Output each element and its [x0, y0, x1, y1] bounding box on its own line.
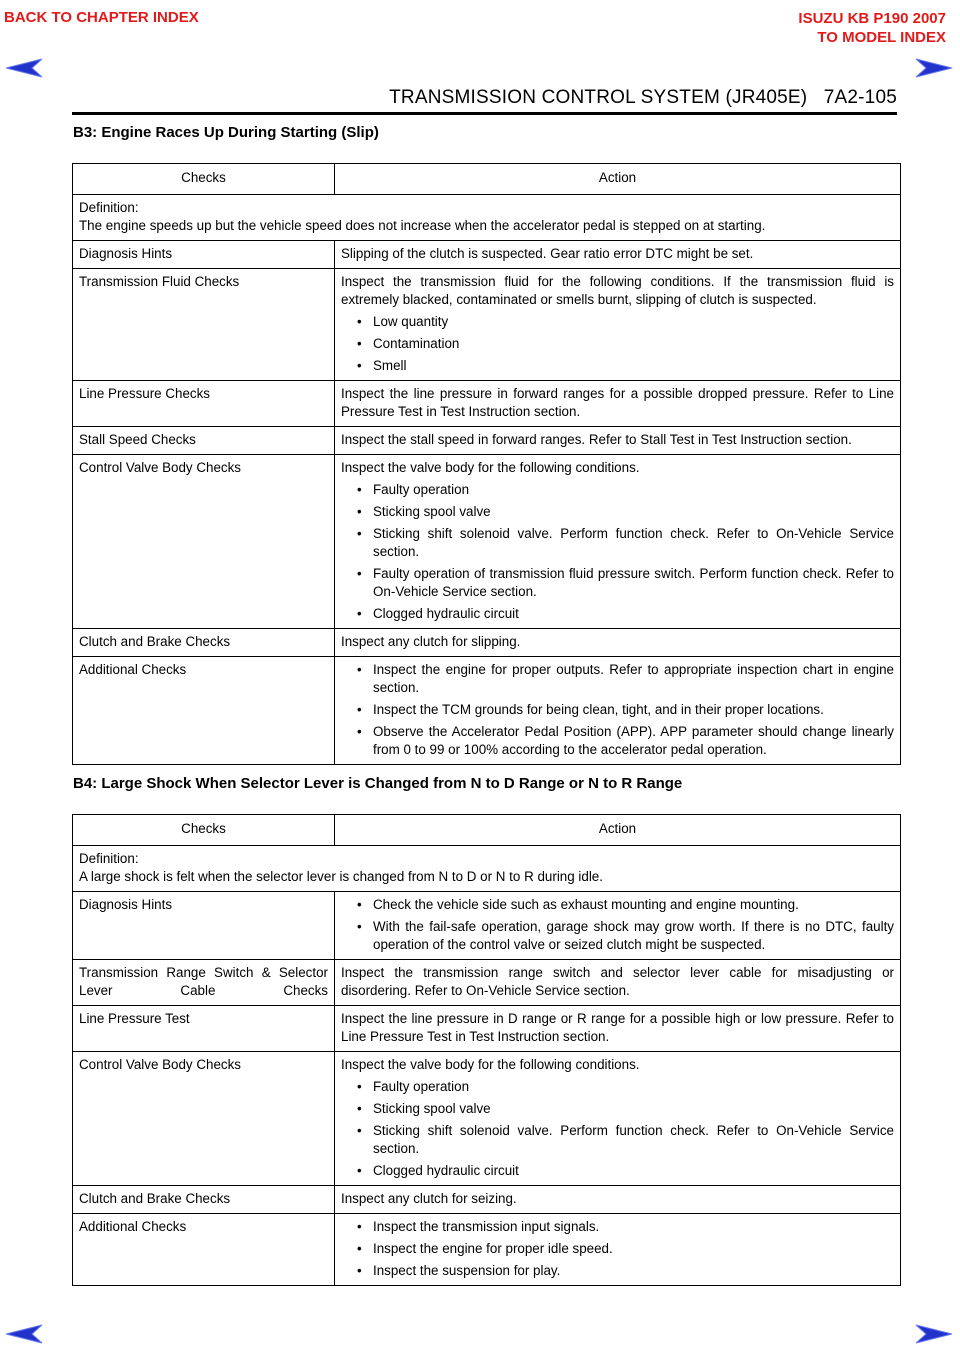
table-row: [73, 381, 901, 427]
action-text: Inspect the stall speed in forward ranges. Refer to Stall Test in Test Instruction section.: [341, 432, 852, 447]
definition-cell: [73, 846, 901, 892]
action-cell: [335, 960, 901, 1006]
table-row: [73, 657, 901, 765]
table-row: [73, 960, 901, 1006]
page-header-title: TRANSMISSION CONTROL SYSTEM (JR405E) 7A2-105: [389, 87, 897, 108]
definition-cell: [73, 195, 901, 241]
model-title-link[interactable]: ISUZU KB P190 2007: [798, 10, 946, 27]
to-model-index-link[interactable]: TO MODEL INDEX: [817, 29, 946, 46]
action-cell: [335, 657, 901, 765]
list-item: • Low quantity: [341, 313, 894, 331]
list-item: • Sticking shift solenoid valve. Perform function check. Refer to On-Vehicle Service section.: [341, 1122, 894, 1158]
list-item: • Sticking shift solenoid valve. Perform function check. Refer to On-Vehicle Service section.: [341, 525, 894, 561]
next-page-arrow-icon[interactable]: [914, 56, 954, 80]
list-item: • Faulty operation: [341, 481, 894, 499]
check-cell: Clutch and Brake Checks: [73, 629, 335, 657]
col-checks-header: Checks: [73, 815, 335, 846]
check-cell: Control Valve Body Checks: [73, 1052, 335, 1186]
action-text: Inspect any clutch for seizing.: [341, 1191, 517, 1206]
action-cell: [335, 629, 901, 657]
b3-section-title: B3: Engine Races Up During Starting (Slip): [73, 124, 379, 141]
check-cell: Additional Checks: [73, 1214, 335, 1286]
definition-text: A large shock is felt when the selector lever is changed from N to D or N to R during idle.: [79, 869, 603, 884]
list-item: • Smell: [341, 357, 894, 375]
definition-label: Definition:: [79, 851, 139, 866]
list-item: • Inspect the engine for proper idle speed.: [341, 1240, 894, 1258]
action-cell: [335, 241, 901, 269]
definition-row: [73, 846, 901, 892]
check-cell: Transmission Fluid Checks: [73, 269, 335, 381]
check-cell: Control Valve Body Checks: [73, 455, 335, 629]
check-cell: Clutch and Brake Checks: [73, 1186, 335, 1214]
action-text: Inspect the line pressure in forward ranges for a possible dropped pressure. Refer to Line Pressure Test in Test Instruction section.: [341, 386, 894, 419]
list-item: • Sticking spool valve: [341, 503, 894, 521]
action-text: Inspect the transmission fluid for the following conditions. If the transmission fluid is extremely blacked, contaminated or smells burnt, slipping of clutch is suspected.: [341, 274, 894, 307]
previous-page-bottom-arrow-icon[interactable]: [4, 1322, 44, 1346]
table-row: [73, 629, 901, 657]
check-cell: Transmission Range Switch & Selector Lever Cable Checks: [73, 960, 335, 1006]
action-cell: [335, 1214, 901, 1286]
action-text: Inspect the valve body for the following conditions.: [341, 460, 640, 475]
action-cell: [335, 1052, 901, 1186]
action-text: Inspect the transmission range switch and selector lever cable for misadjusting or disordering. Refer to On-Vehicle Service section.: [341, 965, 894, 998]
check-cell: Stall Speed Checks: [73, 427, 335, 455]
table-row: [73, 427, 901, 455]
action-text: Inspect the valve body for the following conditions.: [341, 1057, 640, 1072]
action-cell: [335, 1186, 901, 1214]
list-item: • Clogged hydraulic circuit: [341, 1162, 894, 1180]
list-item: • Faulty operation of transmission fluid pressure switch. Perform function check. Refer to On-Vehicle Service section.: [341, 565, 894, 601]
list-item: • Inspect the engine for proper outputs. Refer to appropriate inspection chart in engine section.: [341, 661, 894, 697]
list-item: • Contamination: [341, 335, 894, 353]
b4-checks-table: [72, 814, 901, 1286]
model-index-block[interactable]: [798, 9, 946, 47]
table-row: [73, 241, 901, 269]
list-item: • Clogged hydraulic circuit: [341, 605, 894, 623]
definition-row: [73, 195, 901, 241]
table-row: [73, 1214, 901, 1286]
check-cell: Line Pressure Test: [73, 1006, 335, 1052]
list-item: • Check the vehicle side such as exhaust mounting and engine mounting.: [341, 896, 894, 914]
next-page-bottom-arrow-icon[interactable]: [914, 1322, 954, 1346]
action-cell: [335, 455, 901, 629]
back-to-chapter-index-link[interactable]: BACK TO CHAPTER INDEX: [4, 9, 199, 26]
action-text: Inspect any clutch for slipping.: [341, 634, 521, 649]
action-cell: [335, 381, 901, 427]
b4-section-title: B4: Large Shock When Selector Lever is Changed from N to D Range or N to R Range: [73, 775, 683, 792]
check-cell: Additional Checks: [73, 657, 335, 765]
list-item: • Inspect the transmission input signals.: [341, 1218, 894, 1236]
definition-text: The engine speeds up but the vehicle speed does not increase when the accelerator pedal is stepped on at starting.: [79, 218, 766, 233]
col-action-header: Action: [335, 164, 901, 195]
action-cell: [335, 427, 901, 455]
action-cell: [335, 269, 901, 381]
list-item: • Inspect the TCM grounds for being clean, tight, and in their proper locations.: [341, 701, 894, 719]
check-cell: Diagnosis Hints: [73, 892, 335, 960]
action-text: Inspect the line pressure in D range or R range for a possible high or low pressure. Refer to Line Pressure Test in Test Instruction section.: [341, 1011, 894, 1044]
action-text: Slipping of the clutch is suspected. Gear ratio error DTC might be set.: [341, 246, 754, 261]
table-header-row: [73, 815, 901, 846]
check-cell: Line Pressure Checks: [73, 381, 335, 427]
list-item: • Inspect the suspension for play.: [341, 1262, 894, 1280]
table-row: [73, 1006, 901, 1052]
list-item: • Observe the Accelerator Pedal Position (APP). APP parameter should change linearly from 0 to 99 or 100% according to the accelerator pedal operation.: [341, 723, 894, 759]
col-action-header: Action: [335, 815, 901, 846]
table-row: [73, 1052, 901, 1186]
list-item: • With the fail-safe operation, garage shock may grow worth. If there is no DTC, faulty operation of the control valve or seized clutch might be suspected.: [341, 918, 894, 954]
b3-checks-table: [72, 163, 901, 765]
definition-label: Definition:: [79, 200, 139, 215]
table-row: [73, 1186, 901, 1214]
action-cell: [335, 892, 901, 960]
table-row: [73, 269, 901, 381]
table-header-row: [73, 164, 901, 195]
col-checks-header: Checks: [73, 164, 335, 195]
table-row: [73, 892, 901, 960]
previous-page-arrow-icon[interactable]: [4, 56, 44, 80]
list-item: • Faulty operation: [341, 1078, 894, 1096]
header-rule: [72, 112, 897, 115]
list-item: • Sticking spool valve: [341, 1100, 894, 1118]
action-cell: [335, 1006, 901, 1052]
table-row: [73, 455, 901, 629]
check-cell: Diagnosis Hints: [73, 241, 335, 269]
